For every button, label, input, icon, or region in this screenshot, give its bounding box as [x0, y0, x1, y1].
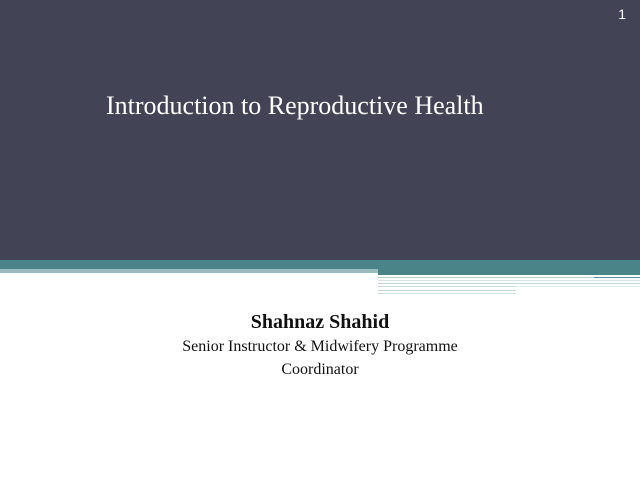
decorative-line [594, 277, 640, 278]
presenter-role-line-2: Coordinator [281, 361, 359, 378]
accent-stripe-right [378, 269, 640, 275]
accent-stripe-light [0, 269, 378, 273]
presenter-block [0, 310, 640, 380]
decorative-line [378, 286, 516, 287]
presenter-name: Shahnaz Shahid [250, 311, 390, 333]
accent-stripe [0, 260, 640, 269]
decorative-line [378, 293, 516, 294]
slide-number: 1 [618, 6, 626, 22]
decorative-line [378, 280, 640, 281]
decorative-line [378, 283, 640, 284]
decorative-line [378, 277, 594, 278]
presenter-role-line-1: Senior Instructor & Midwifery Programme [182, 338, 458, 355]
slide-title: Introduction to Reproductive Health [106, 91, 484, 120]
decorative-line [516, 286, 640, 287]
decorative-line [378, 290, 516, 291]
